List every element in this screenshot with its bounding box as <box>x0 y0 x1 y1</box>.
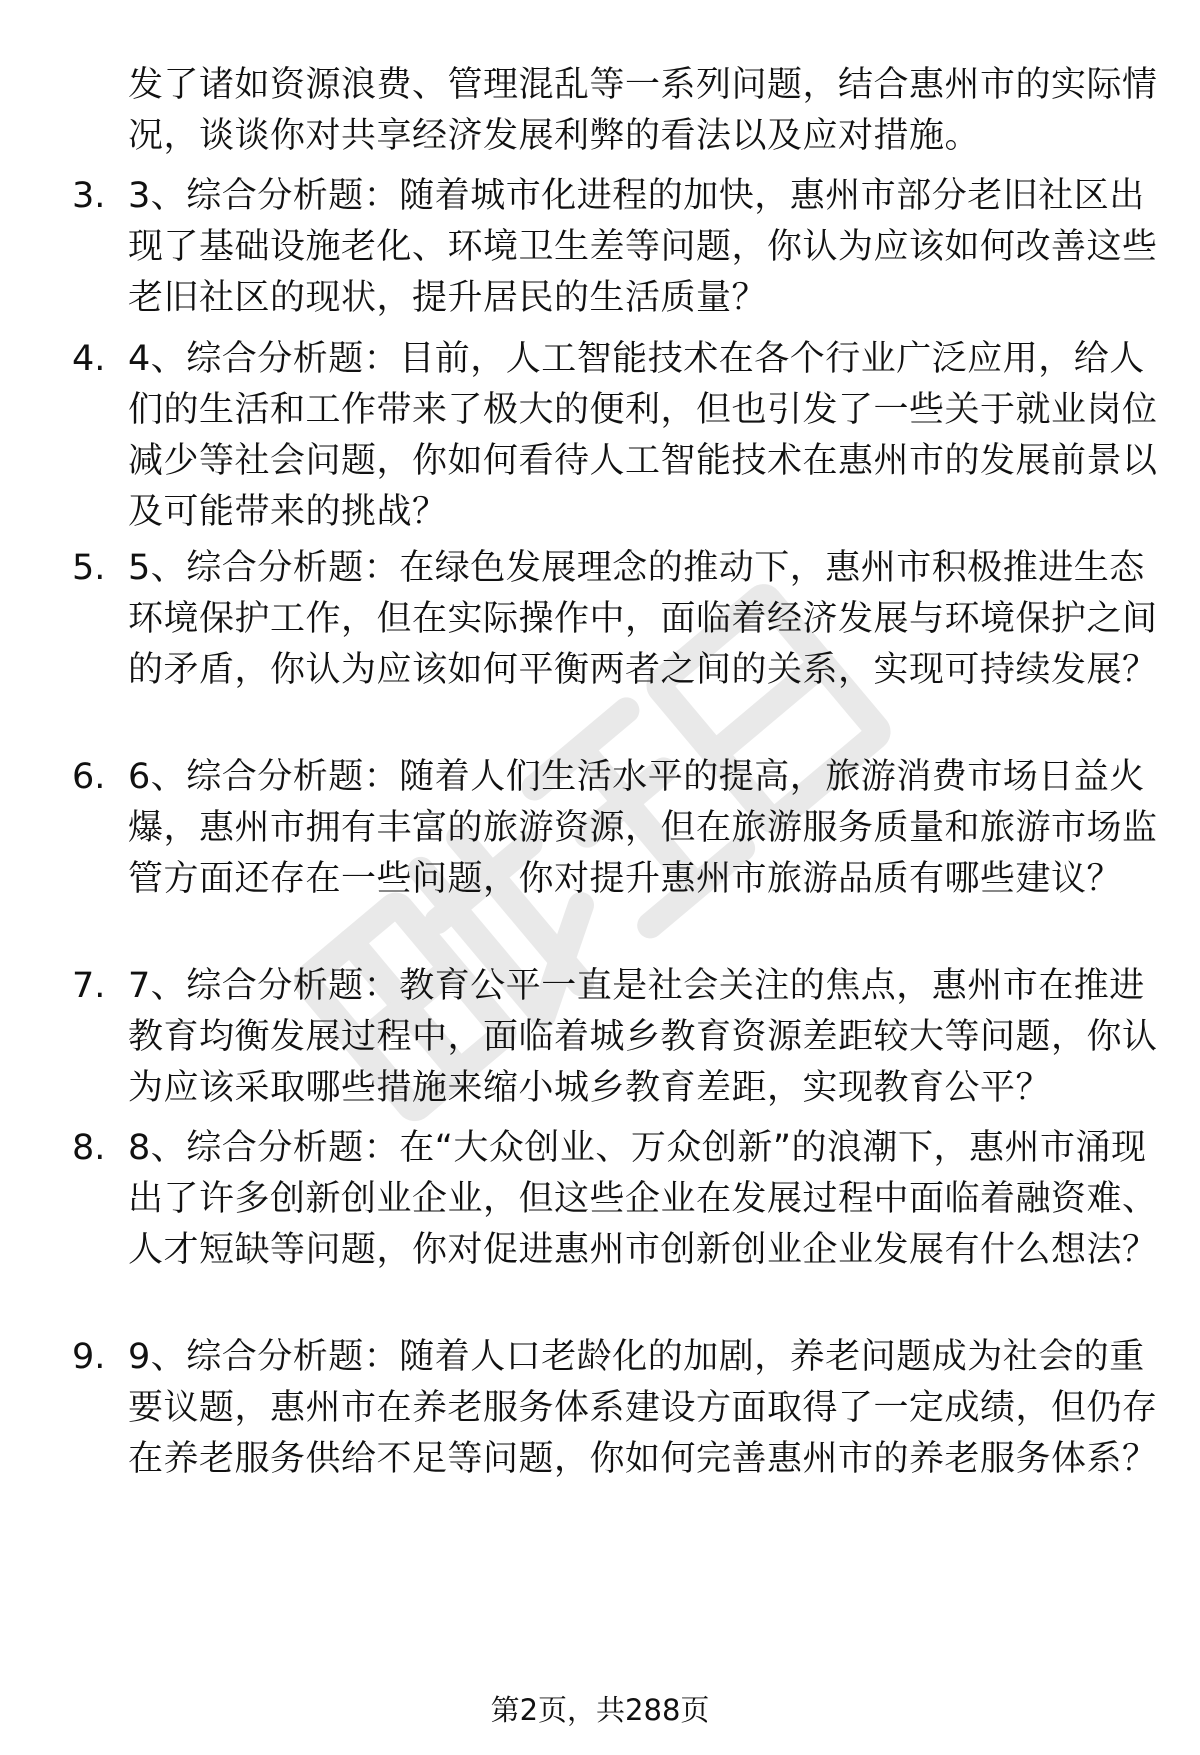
question-number: 4. <box>72 339 106 379</box>
question-text: 7、综合分析题：教育公平一直是社会关注的焦点，惠州市在推进教育均衡发展过程中，面临着城乡教育资源差距较大等问题，你认为应该采取哪些措施来缩小城乡教育差距，实现教育公平？ <box>128 966 1158 1108</box>
question-number: 6. <box>72 757 106 797</box>
question-number: 9. <box>72 1337 106 1377</box>
question-text: 5、综合分析题：在绿色发展理念的推动下，惠州市积极推进生态环境保护工作，但在实际操作中，面临着经济发展与环境保护之间的矛盾，你认为应该如何平衡两者之间的关系，实现可持续发展？ <box>128 548 1158 690</box>
question-number: 5. <box>72 548 106 588</box>
intro-paragraph: 发了诸如资源浪费、管理混乱等一系列问题，结合惠州市的实际情况，谈谈你对共享经济发展利弊的看法以及应对措施。 <box>128 65 1158 156</box>
question-number: 8. <box>72 1128 106 1168</box>
page-number: 第2页，共288页 <box>490 1693 710 1727</box>
question-text: 6、综合分析题：随着人们生活水平的提高，旅游消费市场日益火爆，惠州市拥有丰富的旅游资源，但在旅游服务质量和旅游市场监管方面还存在一些问题，你对提升惠州市旅游品质有哪些建议？ <box>128 757 1158 899</box>
question-text: 8、综合分析题：在“大众创业、万众创新”的浪潮下，惠州市涌现出了许多创新创业企业，但这些企业在发展过程中面临着融资难、人才短缺等问题，你对促进惠州市创新创业企业发展有什么想法？ <box>128 1128 1158 1270</box>
question-number: 3. <box>72 176 106 216</box>
question-text: 4、综合分析题：目前，人工智能技术在各个行业广泛应用，给人们的生活和工作带来了极大的便利，但也引发了一些关于就业岗位减少等社会问题，你如何看待人工智能技术在惠州市的发展前景以及可能带来的挑战？ <box>128 339 1158 532</box>
question-text: 3、综合分析题：随着城市化进程的加快，惠州市部分老旧社区出现了基础设施老化、环境卫生差等问题，你认为应该如何改善这些老旧社区的现状，提升居民的生活质量？ <box>128 176 1158 318</box>
question-number: 7. <box>72 966 106 1006</box>
question-text: 9、综合分析题：随着人口老龄化的加剧，养老问题成为社会的重要议题，惠州市在养老服务体系建设方面取得了一定成绩，但仍存在养老服务供给不足等问题，你如何完善惠州市的养老服务体系？ <box>128 1337 1158 1479</box>
